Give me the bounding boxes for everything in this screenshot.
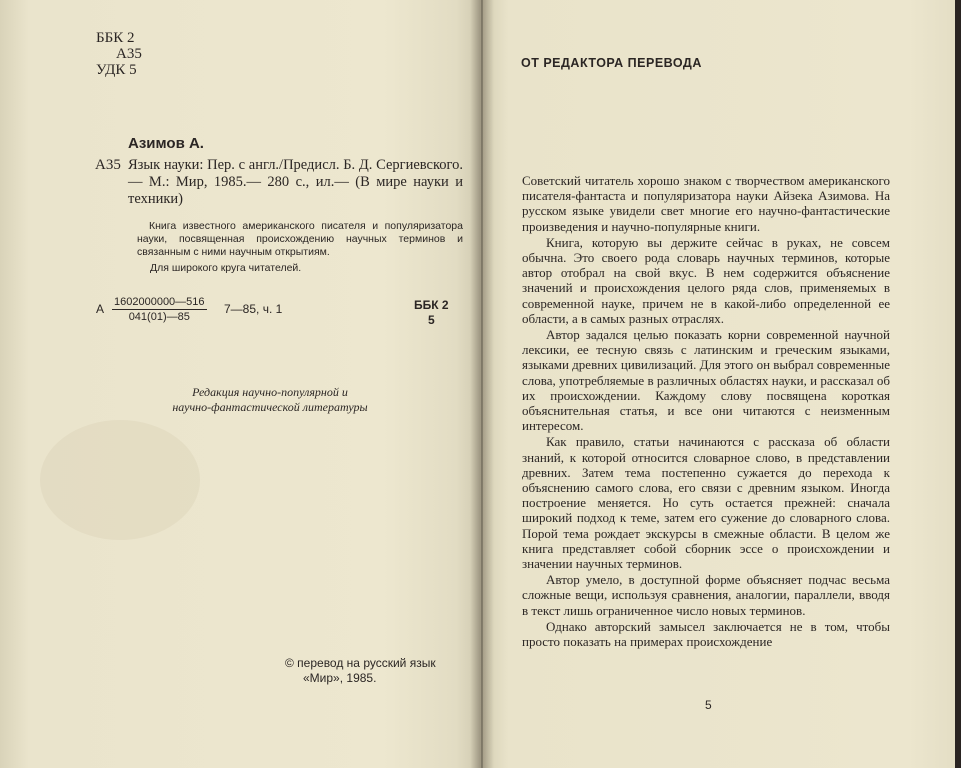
right-page: [480, 0, 955, 768]
book-annotation: Книга известного американского писателя и популяризатора науки, посвященная происхождению научных терминов и связанным с ними научным открытиям.: [137, 220, 463, 258]
author-mark-code: А35: [116, 46, 142, 62]
left-page: [0, 0, 480, 768]
audience-note: Для широкого круга читателей.: [150, 262, 302, 274]
bbk-right-block: [414, 298, 449, 328]
cip-suffix: 7—85, ч. 1: [224, 302, 283, 316]
paragraph: Автор задался целью показать корни современной научной лексики, ее тесную связь с латинским и греческим языками, языками древних цивилизаций. Для этого он выбрал современные слова, употребляемые в различных областях науки, и рассказал об их происхождении. Каждому слову посвящена короткая объяснительная статья, и все они читаются с неизменным интересом.: [522, 327, 890, 434]
paragraph: Советский читатель хорошо знаком с творчеством американского писателя-фантаста и популяризатора науки Айзека Азимова. На русском языке увидели свет многие его научно-фантастические произведения и научно-популярные книги.: [522, 173, 890, 234]
udc-code: УДК 5: [96, 62, 137, 78]
preface-body: [522, 173, 890, 650]
author-name: Азимов А.: [128, 135, 204, 152]
cip-denominator: 041(01)—85: [128, 311, 190, 323]
bbk-udc-block: [96, 30, 142, 78]
bbk-right-line2: 5: [427, 313, 435, 327]
cip-fraction: [112, 296, 207, 323]
page-number: 5: [705, 698, 712, 712]
section-heading: ОТ РЕДАКТОРА ПЕРЕВОДА: [521, 56, 702, 70]
bbk-right-line1: ББК 2: [414, 298, 449, 312]
catalog-code: А35: [95, 157, 121, 173]
cip-numerator: 1602000000—516: [114, 296, 205, 308]
paragraph: Автор умело, в доступной форме объясняет подчас весьма сложные вещи, используя сравнения, аналогии, параллели, вводя в текст лишь ограниченное число новых терминов.: [522, 572, 890, 618]
bibliographic-description: Язык науки: Пер. с англ./Предисл. Б. Д. Сергиевского.— М.: Мир, 1985.— 280 с., ил.— (В мире науки и техники): [128, 157, 463, 207]
bbk-code: ББК 2: [96, 30, 135, 46]
copyright-notice: [285, 656, 436, 686]
paragraph: Однако авторский замысел заключается не в том, чтобы просто показать на примерах происхождение: [522, 618, 890, 650]
editorial-line1: Редакция научно-популярной и: [192, 385, 348, 399]
editorial-line2: научно-фантастической литературы: [172, 400, 368, 414]
copyright-line2: «Мир», 1985.: [303, 671, 377, 685]
copyright-line1: © перевод на русский язык: [285, 656, 436, 670]
paragraph: Как правило, статьи начинаются с рассказа об области знаний, к которой относится словарное слово, в представлении древних. Затем тема постепенно сужается до перехода к объяснению самого слова, его связи с древним языком. Иногда построение меняется. Но суть остается прежней: сначала широкий подход к теме, затем его сужение до словарного слова. Порой тема рождает экскурсы в смежные области. В целом же книга представляет собой сборник эссе о происхождении и значении научных терминов.: [522, 434, 890, 572]
editorial-board: [170, 385, 370, 415]
cip-letter: А: [96, 302, 105, 316]
paper-stain: [40, 420, 200, 540]
paragraph: Книга, которую вы держите сейчас в руках, не совсем обычна. Это своего рода словарь научных терминов, которые автор отобрал на свой вкус. В нем содержится объяснение значений и происхождения целого ряда слов, применяемых в современной науке, причем не в какой-либо определенной ее области, а в самых разных отраслях.: [522, 234, 890, 326]
book-gutter: [470, 0, 494, 768]
